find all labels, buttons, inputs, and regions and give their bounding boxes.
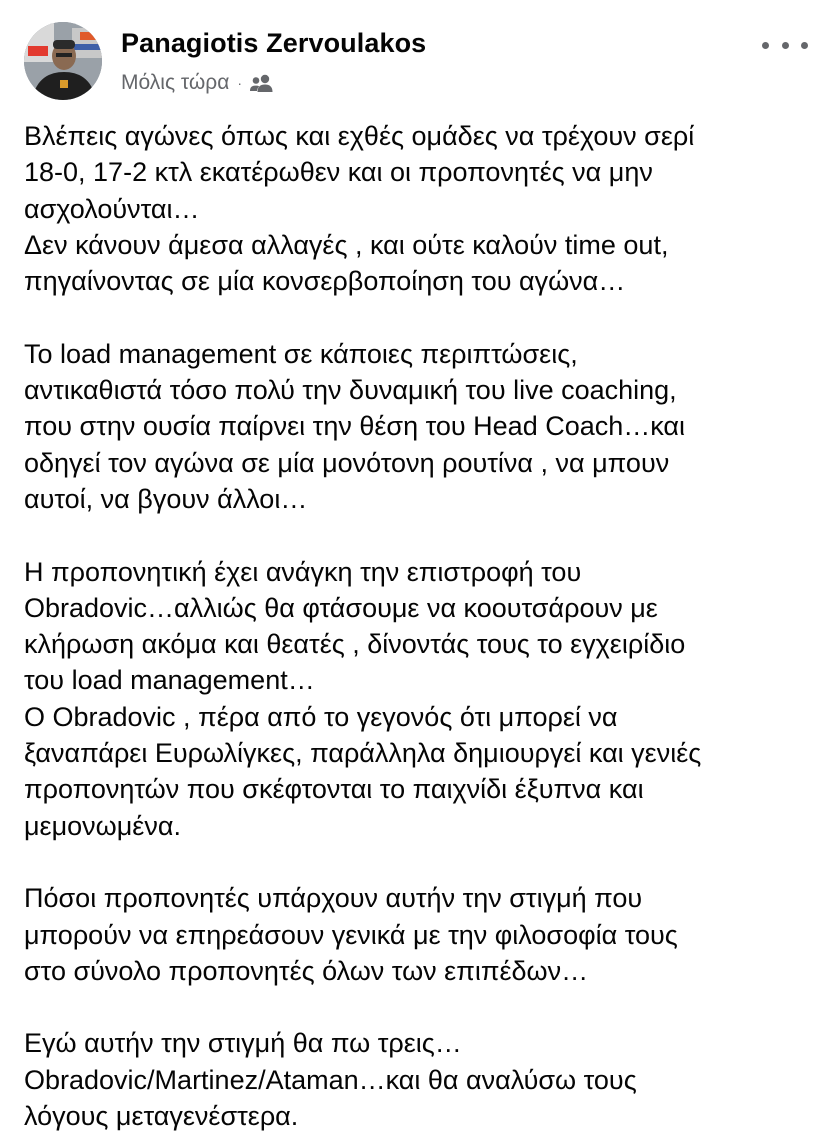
post-text-line: που στην ουσία παίρνει την θέση του Head Coach…και (24, 411, 686, 442)
post-text-line: μεμονωμένα. (24, 810, 181, 841)
post-text-line: λόγους μεταγενέστερα. (24, 1101, 299, 1132)
post-text-line: πηγαίνοντας σε μία κονσερβοποίηση του αγώνα… (24, 266, 626, 297)
post-text-line: αντικαθιστά τόσο πολύ την δυναμική του live coaching, (24, 375, 677, 406)
post-paragraph (24, 554, 814, 844)
post-text-line: Εγώ αυτήν την στιγμή θα πω τρεις… (24, 1028, 462, 1059)
post-text-line: αυτοί, να βγουν άλλοι… (24, 483, 308, 514)
more-dot (762, 42, 769, 49)
post-message (24, 118, 814, 1134)
more-dot (801, 42, 808, 49)
post-paragraph (24, 118, 814, 299)
post-timestamp[interactable]: Μόλις τώρα (121, 71, 230, 94)
post-text-line: Obradovic/Martinez/Ataman…και θα αναλύσω τους (24, 1064, 637, 1095)
more-options-icon[interactable] (762, 34, 808, 56)
post-text-line: Το load management σε κάποιες περιπτώσεις, (24, 338, 578, 369)
post-paragraph (24, 336, 814, 517)
post-text-line: μπορούν να επηρεάσουν γενικά με την φιλοσοφία τους (24, 919, 678, 950)
paragraph-gap (24, 517, 814, 553)
post-text-line: 18-0, 17-2 κτλ εκατέρωθεν και οι προπονητές να μην (24, 157, 653, 188)
post-paragraph (24, 880, 814, 989)
friends-icon[interactable] (248, 73, 276, 93)
post-text-line: Obradovic…αλλιώς θα φτάσουμε να κοουτσάρουν με (24, 592, 658, 623)
post-text-line: προπονητών που σκέφτονται το παιχνίδι έξυπνα και (24, 774, 644, 805)
post-paragraph (24, 1025, 814, 1134)
post-text-line: στο σύνολο προπονητές όλων των επιπέδων… (24, 955, 589, 986)
post-text-line: Η προπονητική έχει ανάγκη την επιστροφή του (24, 556, 582, 587)
more-dot (782, 42, 789, 49)
author-name[interactable]: Panagiotis Zervoulakos (121, 28, 427, 58)
meta-separator: · (237, 75, 243, 91)
post-meta (121, 70, 276, 96)
post-text-line: Δεν κάνουν άμεσα αλλαγές , και ούτε καλούν time out, (24, 229, 669, 260)
post-text-line: ξαναπάρει Ευρωλίγκες, παράλληλα δημιουργεί και γενιές (24, 738, 702, 769)
avatar-image (24, 22, 102, 100)
post-text-line: Βλέπεις αγώνες όπως και εχθές ομάδες να τρέχουν σερί (24, 121, 695, 151)
post-text-line: Πόσοι προπονητές υπάρχουν αυτήν την στιγμή που (24, 883, 643, 914)
post-text-line: του load management… (24, 665, 315, 696)
avatar[interactable] (24, 22, 102, 100)
paragraph-gap (24, 299, 814, 335)
paragraph-gap (24, 844, 814, 880)
paragraph-gap (24, 989, 814, 1025)
post-text-line: Ο Obradovic , πέρα από το γεγονός ότι μπορεί να (24, 701, 618, 732)
post-text-line: κλήρωση ακόμα και θεατές , δίνοντάς τους το εγχειρίδιο (24, 629, 686, 660)
post-text-line: οδηγεί τον αγώνα σε μία μονότονη ρουτίνα , να μπουν (24, 447, 670, 478)
post-text-line: ασχολούνται… (24, 193, 200, 224)
post-header (0, 0, 828, 110)
